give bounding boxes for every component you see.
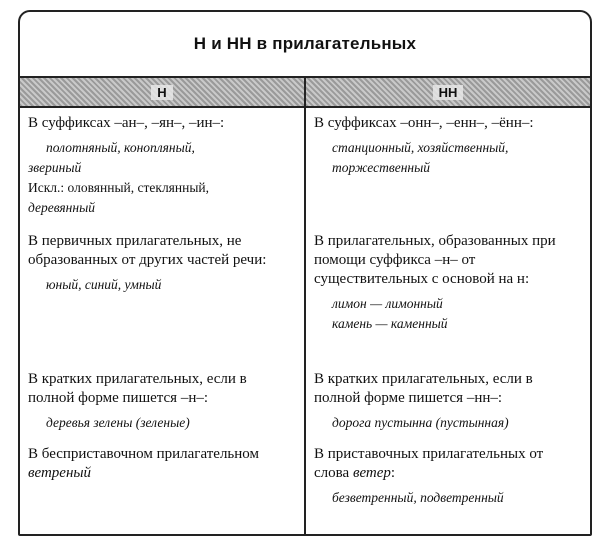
rule-text: В бесприставочном прилагательном ветреный: [28, 446, 259, 481]
column-headers: [20, 78, 590, 108]
column-nn: [306, 108, 590, 536]
example: полотняный, конопляный,: [46, 140, 195, 155]
exception: Искл.: оловянный, стеклянный,: [28, 180, 210, 195]
rule-text: В суффиксах –ан–, –ян–, –ин–:: [28, 115, 225, 131]
rule-short-n: [28, 370, 296, 432]
rule-no-prefix: [28, 445, 296, 483]
rule-text: В кратких прилагательных, если в полной форме пишется –н–:: [28, 371, 247, 406]
table-title: Н и НН в прилагательных: [20, 12, 590, 78]
rule-text: В прилагательных, образованных при помощи суффикса –н– от существительных с основой на н:: [314, 233, 556, 287]
example: безветренный, подветренный: [332, 490, 504, 505]
header-nn: НН: [306, 78, 590, 106]
rules-grid: [20, 108, 590, 536]
rule-text: В первичных прилагательных, не образованных от других частей речи:: [28, 233, 267, 268]
rule-text: В приставочных прилагательных от слова ветер:: [314, 446, 544, 481]
example: станционный, хозяйственный,: [332, 140, 509, 155]
example: звериный: [28, 160, 82, 175]
rule-suffix-n-stem: [314, 232, 582, 333]
rule-short-nn: [314, 370, 582, 432]
example: лимон — лимонный: [332, 296, 443, 311]
rules-table: [18, 10, 592, 536]
exception-example: деревянный: [28, 200, 95, 215]
header-n: Н: [20, 78, 306, 106]
example: дорога пустынна (пустынная): [332, 415, 509, 430]
rule-suffix-onn: [314, 114, 582, 177]
rule-text: В суффиксах –онн–, –енн–, –ённ–:: [314, 115, 534, 131]
column-n: [20, 108, 306, 536]
example: торжественный: [332, 160, 430, 175]
example: юный, синий, умный: [46, 277, 162, 292]
rule-prefix: [314, 445, 582, 507]
rule-suffix-an: [28, 114, 296, 217]
rule-text: В кратких прилагательных, если в полной форме пишется –нн–:: [314, 371, 533, 406]
example: деревья зелены (зеленые): [46, 415, 190, 430]
example: камень — каменный: [332, 316, 448, 331]
rule-primary: [28, 232, 296, 294]
